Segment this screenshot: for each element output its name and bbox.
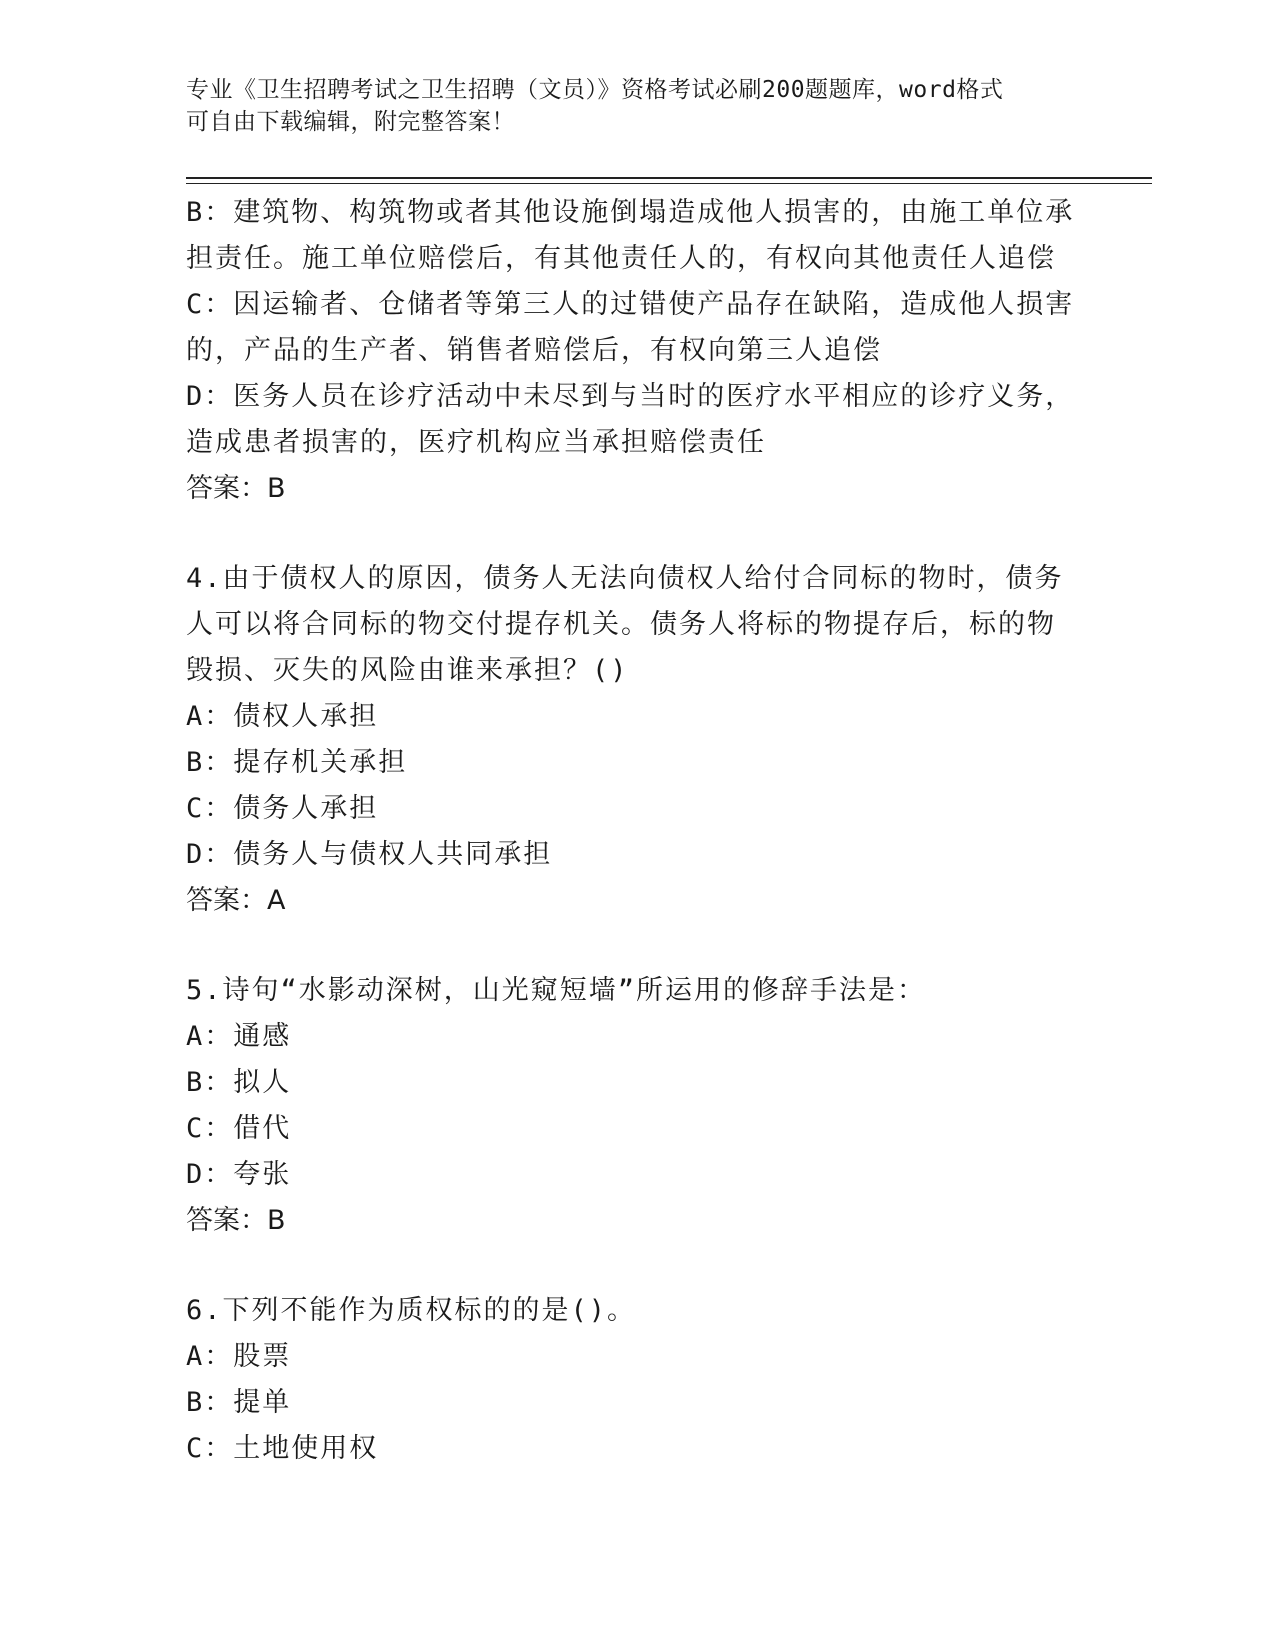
option-c-line-2: 的，产品的生产者、销售者赔偿后，有权向第三人追偿 — [186, 335, 882, 366]
question-stem-line-1: 4.由于债权人的原因，债务人无法向债权人给付合同标的物时，债务 — [186, 563, 1064, 594]
option-d-line-2: 造成患者损害的，医疗机构应当承担赔偿责任 — [186, 427, 766, 458]
answer-line: 答案：B — [186, 1205, 286, 1236]
option-b-line-2: 担责任。施工单位赔偿后，有其他责任人的，有权向其他责任人追偿 — [186, 243, 1056, 274]
option-b: B：拟人 — [186, 1067, 292, 1098]
question-6 — [186, 1288, 1086, 1472]
question-spacer — [186, 1244, 1086, 1288]
header-divider-thick — [186, 177, 1152, 179]
header-title-line-1: 专业《卫生招聘考试之卫生招聘（文员）》资格考试必刷200题题库，word格式 — [186, 77, 1004, 103]
question-stem: 5.诗句“水影动深树，山光窥短墙”所运用的修辞手法是： — [186, 975, 927, 1006]
option-d-line-1: D：医务人员在诊疗活动中未尽到与当时的医疗水平相应的诊疗义务， — [186, 381, 1075, 412]
question-list — [186, 190, 1086, 1472]
question-stem: 6.下列不能作为质权标的的是()。 — [186, 1295, 637, 1326]
option-a: A：股票 — [186, 1341, 292, 1372]
question-spacer — [186, 512, 1086, 556]
option-d: D：债务人与债权人共同承担 — [186, 839, 553, 870]
option-a: A：债权人承担 — [186, 701, 379, 732]
question-4 — [186, 556, 1086, 924]
option-c: C：债务人承担 — [186, 793, 379, 824]
option-c-line-1: C：因运输者、仓储者等第三人的过错使产品存在缺陷，造成他人损害 — [186, 289, 1075, 320]
question-spacer — [186, 924, 1086, 968]
option-c: C：土地使用权 — [186, 1433, 379, 1464]
header-title-line-2: 可自由下载编辑，附完整答案！ — [186, 109, 515, 135]
option-b: B：提单 — [186, 1387, 292, 1418]
option-d: D：夸张 — [186, 1159, 292, 1190]
question-stem-line-3: 毁损、灭失的风险由谁来承担？() — [186, 655, 629, 686]
answer-line: 答案：B — [186, 473, 286, 504]
question-3-continued — [186, 190, 1086, 512]
option-c: C：借代 — [186, 1113, 292, 1144]
question-5 — [186, 968, 1086, 1244]
header-divider-thin — [186, 183, 1152, 184]
option-b: B：提存机关承担 — [186, 747, 408, 778]
question-stem-line-2: 人可以将合同标的物交付提存机关。债务人将标的物提存后，标的物 — [186, 609, 1056, 640]
answer-line: 答案：A — [186, 885, 286, 916]
option-a: A：通感 — [186, 1021, 292, 1052]
option-b-line-1: B：建筑物、构筑物或者其他设施倒塌造成他人损害的，由施工单位承 — [186, 197, 1075, 228]
document-header — [186, 74, 1076, 138]
